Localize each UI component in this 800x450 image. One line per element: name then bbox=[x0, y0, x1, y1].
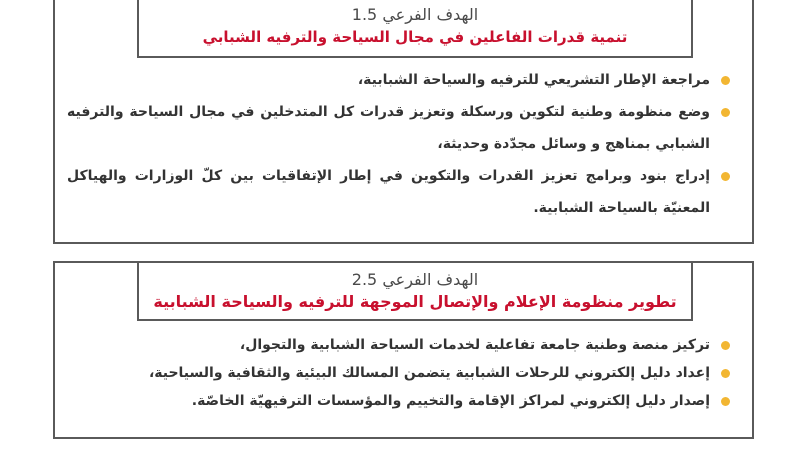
list-item bbox=[67, 96, 734, 160]
objective-title-2: تطوير منظومة الإعلام والإتصال الموجهة للترفيه والسياحة الشبابية bbox=[153, 292, 677, 311]
objective-header-2 bbox=[137, 261, 693, 321]
objective-number-1: الهدف الفرعي 1.5 bbox=[351, 5, 479, 24]
objective-items-2 bbox=[67, 331, 734, 415]
list-item-text: مراجعة الإطار التشريعي للترفيه والسياحة الشبابية، bbox=[357, 72, 710, 88]
list-item-text: وضع منظومة وطنية لتكوين ورسكلة وتعزيز قدرات كل المتدخلين في مجال السياحة والترفيه الشبابي بمناهج و وسائل مجدّدة وحديثة، bbox=[67, 104, 710, 152]
list-item bbox=[67, 64, 734, 96]
objective-items-1 bbox=[67, 64, 734, 224]
objective-title-1: تنمية قدرات الفاعلين في مجال السياحة والترفيه الشبابي bbox=[202, 28, 628, 46]
list-item-text: إصدار دليل إلكتروني لمراكز الإقامة والتخييم والمؤسسات الترفيهيّة الخاصّة. bbox=[191, 393, 710, 409]
bullet-dot-icon bbox=[721, 108, 730, 117]
list-item bbox=[67, 160, 734, 224]
bullet-dot-icon bbox=[721, 172, 730, 181]
bullet-dot-icon bbox=[721, 397, 730, 406]
objective-box-1 bbox=[53, 0, 754, 244]
bullet-dot-icon bbox=[721, 76, 730, 85]
objective-number-2: الهدف الفرعي 2.5 bbox=[351, 270, 479, 289]
list-item bbox=[67, 331, 734, 359]
objective-box-2 bbox=[53, 261, 754, 439]
list-item-text: تركيز منصة وطنية جامعة تفاعلية لخدمات السياحة الشبابية والتجوال، bbox=[239, 337, 710, 353]
list-item bbox=[67, 387, 734, 415]
list-item-text: إدراج بنود وبرامج تعزيز القدرات والتكوين في إطار الإتفاقيات بين كلّ الوزارات والهياكل المعنيّة بالسياحة الشبابية. bbox=[67, 168, 710, 216]
list-item bbox=[67, 359, 734, 387]
bullet-dot-icon bbox=[721, 369, 730, 378]
list-item-text: إعداد دليل إلكتروني للرحلات الشبابية يتضمن المسالك البيئية والثقافية والسياحية، bbox=[148, 365, 710, 381]
objective-header-1 bbox=[137, 0, 693, 58]
bullet-dot-icon bbox=[721, 341, 730, 350]
